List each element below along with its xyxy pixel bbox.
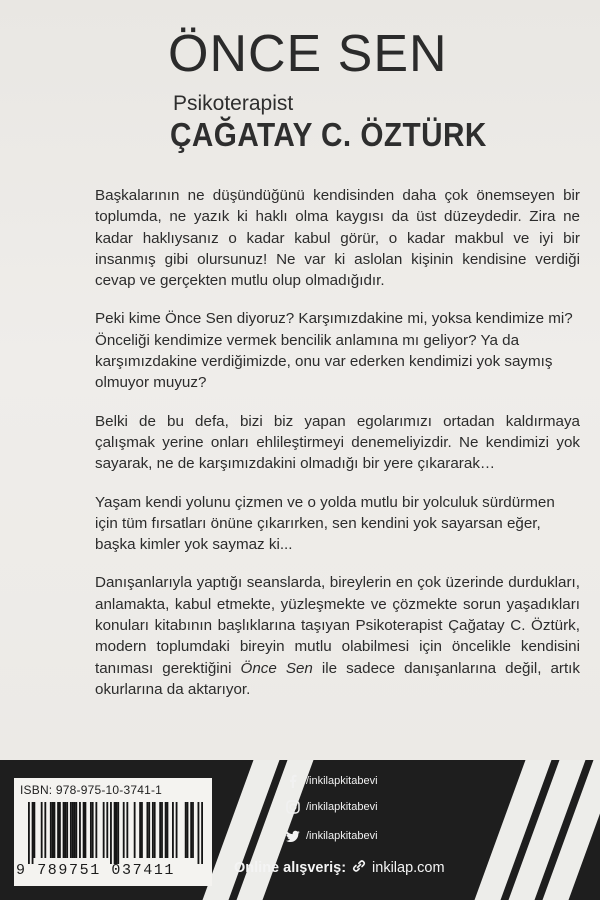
isbn-number: ISBN: 978-975-10-3741-1 [20, 783, 163, 797]
barcode-bar [116, 802, 118, 864]
author-profession: Psikoterapist [173, 92, 294, 115]
barcode-bar [79, 802, 81, 858]
barcode-bar [103, 802, 105, 858]
blurb-paragraph-5-start: Danışanlarıyla yaptığı seanslarda, bireylerin en çok üzerinde durdukları, anlamakta, kabul etmekte, yüzleşmekte ve çözmekte sorun yaşadıkları konuları kitabının başlıklarına taşıyan Psikoterapist Çağatay C. Öztürk, modern toplumdaki bireyin mutlu olabilmesi için öncelikle kendisini tanıması gerektiğini [95, 574, 580, 677]
link-icon [351, 858, 367, 878]
barcode-bar [92, 802, 94, 858]
barcode-bar [187, 802, 189, 858]
barcode-bar [83, 802, 85, 858]
barcode-bar [33, 802, 35, 858]
instagram-icon [286, 800, 300, 814]
instagram-handle: /inkilapkitabevi [306, 801, 378, 813]
online-shop-label: Online alışveriş: [234, 860, 347, 876]
barcode-bar [95, 802, 97, 858]
barcode-bar [52, 802, 54, 858]
barcode-bar [165, 802, 167, 858]
barcode-bar [57, 802, 59, 858]
barcode-bar [154, 802, 156, 858]
barcode-bar [167, 802, 169, 858]
blurb-paragraph-5 [95, 572, 580, 700]
blurb-paragraph-1: Başkalarının ne düşündüğünü kendisinden daha çok önemseyen bir toplumda, ne yazık ki haklı olma kaygısı da üst düzeydedir. Zira ne kadar haklıysanız o kadar kabul görür, o kadar makbul ve iyi bir insanmış gibi olursunuz! Ne var ki aslolan kişinin kendisine verdiği cevap ve gerçekten mutlu olup olmadığıdır. [95, 187, 580, 290]
barcode-bar [198, 802, 200, 864]
twitter-handle: /inkilapkitabevi [306, 830, 378, 842]
blurb-paragraph-3: Belki de bu defa, bizi biz yapan egolarımızı ortadan kaldırmaya çalışmak yerine onları ehlileştirmeyi denemeliyizdir. Ne kendimizi yok sayarak, ne de karşımızdakini olmadığı bir yere çıkararak… [95, 412, 580, 473]
barcode-bar [172, 802, 174, 858]
barcode-bar [50, 802, 52, 858]
barcode-bar [201, 802, 203, 864]
barcode-bar [106, 802, 108, 858]
facebook-icon [286, 774, 300, 788]
book-title: ÖNCE SEN [168, 25, 448, 83]
barcode-bar [117, 802, 119, 864]
barcode-bar [185, 802, 187, 858]
barcode-bar [85, 802, 87, 858]
barcode-bar [159, 802, 161, 858]
social-instagram[interactable] [286, 800, 378, 814]
barcode-bar [64, 802, 66, 858]
online-shop-link[interactable]: inkilap.com [372, 860, 445, 876]
barcode-bar [59, 802, 61, 858]
barcode-bar [146, 802, 148, 858]
social-facebook[interactable] [286, 774, 378, 788]
blurb-paragraph-5-end: ile sadece danışanlarına değil, artık okurlarına da aktarıyor. [95, 659, 580, 698]
barcode-digits: 9 789751 037411 [16, 862, 176, 879]
barcode-bar [123, 802, 125, 858]
blurb-paragraph-4: Yaşam kendi yolunu çizmen ve o yolda mutlu bir yolculuk sürdürmen için tüm fırsatları önüne çıkarırken, sen kendini yok sayarsan eğer, başka kimler yok saymaz ki... [95, 493, 555, 554]
social-twitter[interactable] [286, 829, 378, 843]
blurb-paragraph-2: Peki kime Önce Sen diyoruz? Karşımızdakine mi, yoksa kendimize mi? Önceliği kendimize vermek bencilik anlamına mı geliyor? Ya da karşımızdakine verdiğimizde, onu var ederken kendimizi yok saymış olmuyor muyuz? [95, 310, 573, 392]
blurb-text [95, 185, 580, 717]
isbn-barcode-box [14, 778, 212, 886]
barcode-bar [28, 802, 30, 864]
barcode-bar [66, 802, 68, 858]
barcode-bar [148, 802, 150, 858]
barcode-bar [63, 802, 65, 858]
barcode-bar [152, 802, 154, 858]
barcode-bar [54, 802, 56, 858]
barcode-bar [176, 802, 178, 858]
barcode-bar [110, 802, 112, 864]
barcode-bar [134, 802, 136, 858]
barcode-bar [141, 802, 143, 858]
barcode-bar [190, 802, 192, 858]
barcode-bar [192, 802, 194, 858]
barcode-bar [32, 802, 34, 864]
barcode-bar [75, 802, 77, 858]
barcode-bar [74, 802, 76, 858]
online-shop[interactable] [234, 858, 445, 878]
blurb-book-title-italic: Önce Sen [240, 659, 313, 677]
twitter-icon [286, 829, 300, 843]
barcode [28, 802, 203, 864]
barcode-bar [41, 802, 43, 858]
barcode-bar [72, 802, 74, 858]
barcode-bar [70, 802, 72, 858]
barcode-bar [161, 802, 163, 858]
barcode-bar [139, 802, 141, 858]
barcode-bar [114, 802, 116, 864]
barcode-bar [126, 802, 128, 858]
author-name: ÇAĞATAY C. ÖZTÜRK [170, 116, 487, 153]
barcode-bar [90, 802, 92, 858]
facebook-handle: /inkilapkitabevi [306, 775, 378, 787]
barcode-bar [44, 802, 46, 858]
